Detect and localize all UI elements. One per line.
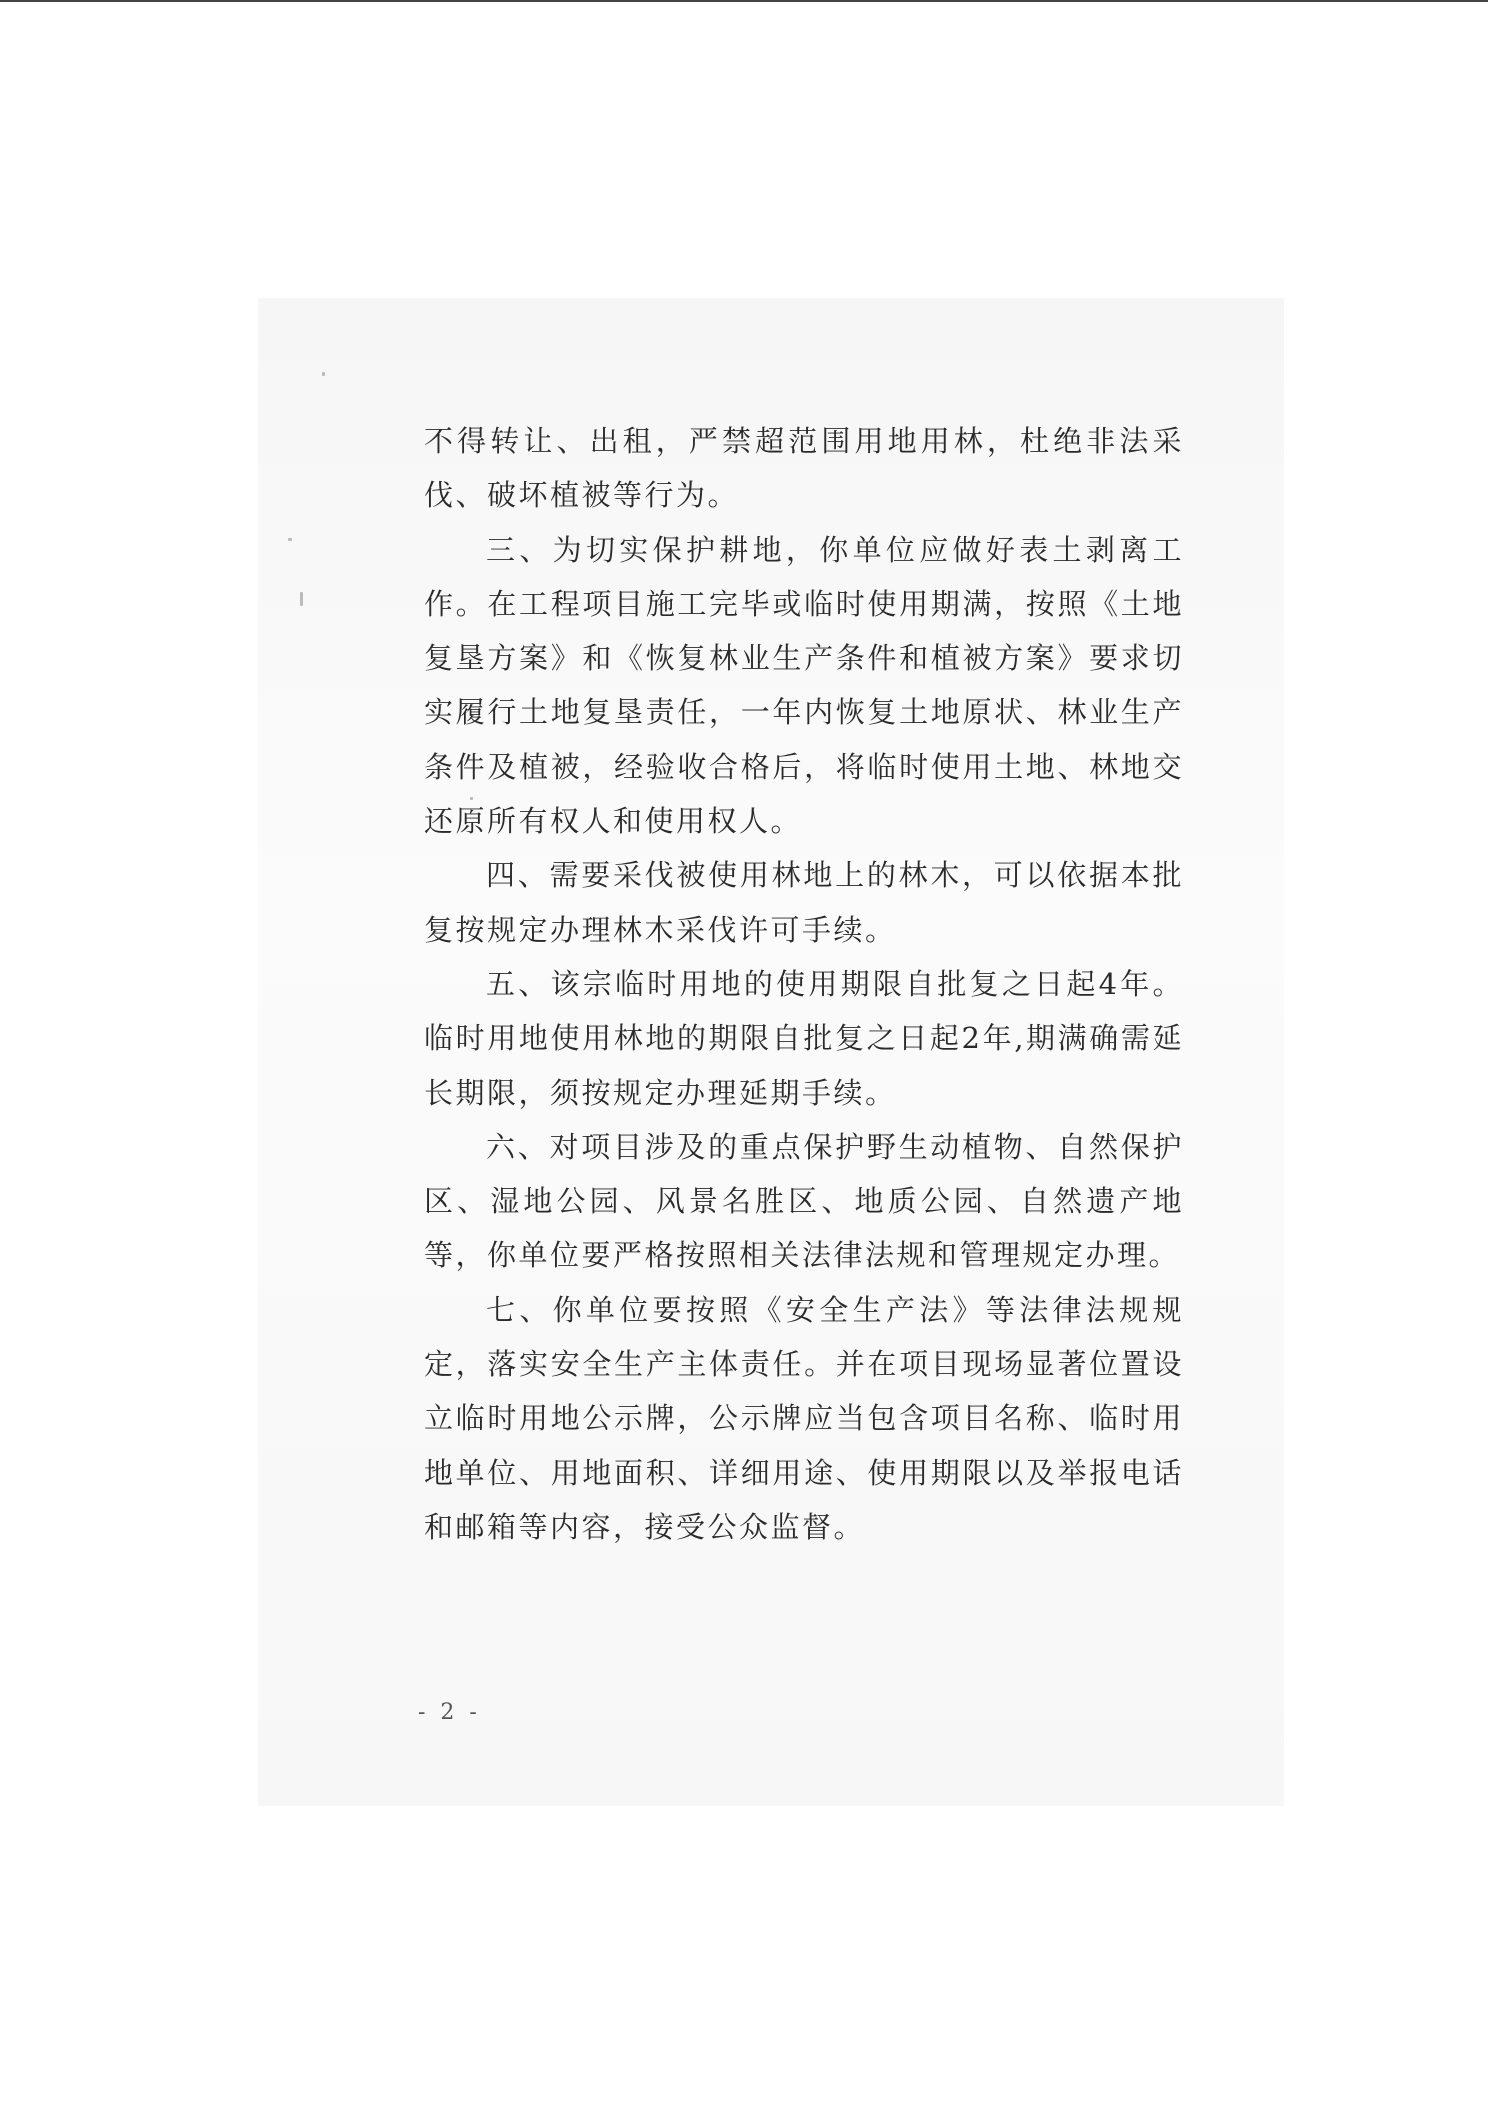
page-number: - 2 - xyxy=(418,1700,481,1725)
scan-speck xyxy=(300,592,303,606)
paragraph-item-4: 四、需要采伐被使用林地上的林木，可以依据本批复按规定办理林木采伐许可手续。 xyxy=(424,858,1184,947)
document-body xyxy=(424,414,1184,1554)
paragraph-item-6: 六、对项目涉及的重点保护野生动植物、自然保护区、湿地公园、风景名胜区、地质公园、自然遗产地等，你单位要严格按照相关法律法规和管理规定办理。 xyxy=(424,1129,1184,1273)
top-border-line xyxy=(0,0,1488,2)
scan-speck xyxy=(288,538,292,541)
paragraph-item-3: 三、为切实保护耕地，你单位应做好表土剥离工作。在工程项目施工完毕或临时使用期满，按照《土地复垦方案》和《恢复林业生产条件和植被方案》要求切实履行土地复垦责任，一年内恢复土地原状、林业生产条件及植被，经验收合格后，将临时使用土地、林地交还原所有权人和使用权人。 xyxy=(424,532,1184,839)
paragraph-continuation: 不得转让、出租，严禁超范围用地用林，杜绝非法采伐、破坏植被等行为。 xyxy=(424,424,1184,513)
scan-speck xyxy=(322,372,325,376)
paragraph-item-5: 五、该宗临时用地的使用期限自批复之日起4年。临时用地使用林地的期限自批复之日起2年,期满确需延长期限，须按规定办理延期手续。 xyxy=(424,966,1184,1110)
paragraph-item-7: 七、你单位要按照《安全生产法》等法律法规规定，落实安全生产主体责任。并在项目现场显著位置设立临时用地公示牌，公示牌应当包含项目名称、临时用地单位、用地面积、详细用途、使用期限以及举报电话和邮箱等内容，接受公众监督。 xyxy=(424,1292,1184,1544)
